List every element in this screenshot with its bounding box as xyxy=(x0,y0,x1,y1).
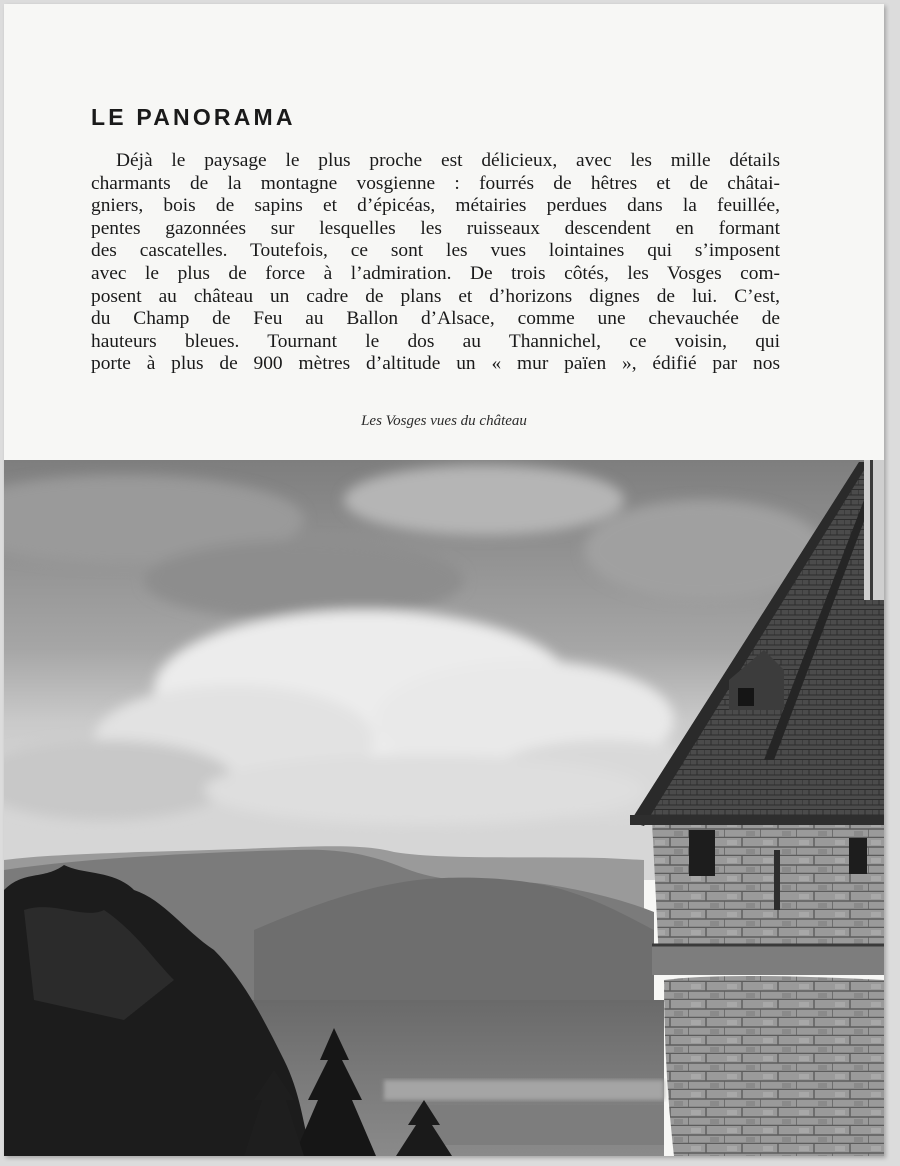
paragraph-line: des cascatelles. Toutefois, ce sont les vues lointaines qui s’imposent xyxy=(91,240,780,262)
paragraph-line: du Champ de Feu au Ballon d’Alsace, comme une chevauchée de xyxy=(91,308,780,330)
photo-caption: Les Vosges vues du château xyxy=(361,413,527,429)
section-title: LE PANORAMA xyxy=(91,104,296,130)
paragraph-line: hauteurs bleues. Tournant le dos au Thannichel, ce voisin, qui xyxy=(91,330,780,352)
document-page xyxy=(4,4,884,1156)
body-paragraph xyxy=(91,150,780,376)
paragraph-line: charmants de la montagne vosgienne : fourrés de hêtres et de châtai- xyxy=(91,172,780,194)
paragraph-line: porte à plus de 900 mètres d’altitude un « mur païen », édifié par nos xyxy=(91,353,780,375)
paragraph-line: posent au château un cadre de plans et d’horizons dignes de lui. C’est, xyxy=(91,285,780,307)
paragraph-line: gniers, bois de sapins et d’épicéas, métairies perdues dans la feuillée, xyxy=(91,195,780,217)
landscape-photo xyxy=(4,460,884,1156)
paragraph-line: pentes gazonnées sur lesquelles les ruisseaux descendent en formant xyxy=(91,217,780,239)
paragraph-line: avec le plus de force à l’admiration. De trois côtés, les Vosges com- xyxy=(91,262,780,284)
paragraph-line: Déjà le paysage le plus proche est délicieux, avec les mille détails xyxy=(116,150,780,171)
